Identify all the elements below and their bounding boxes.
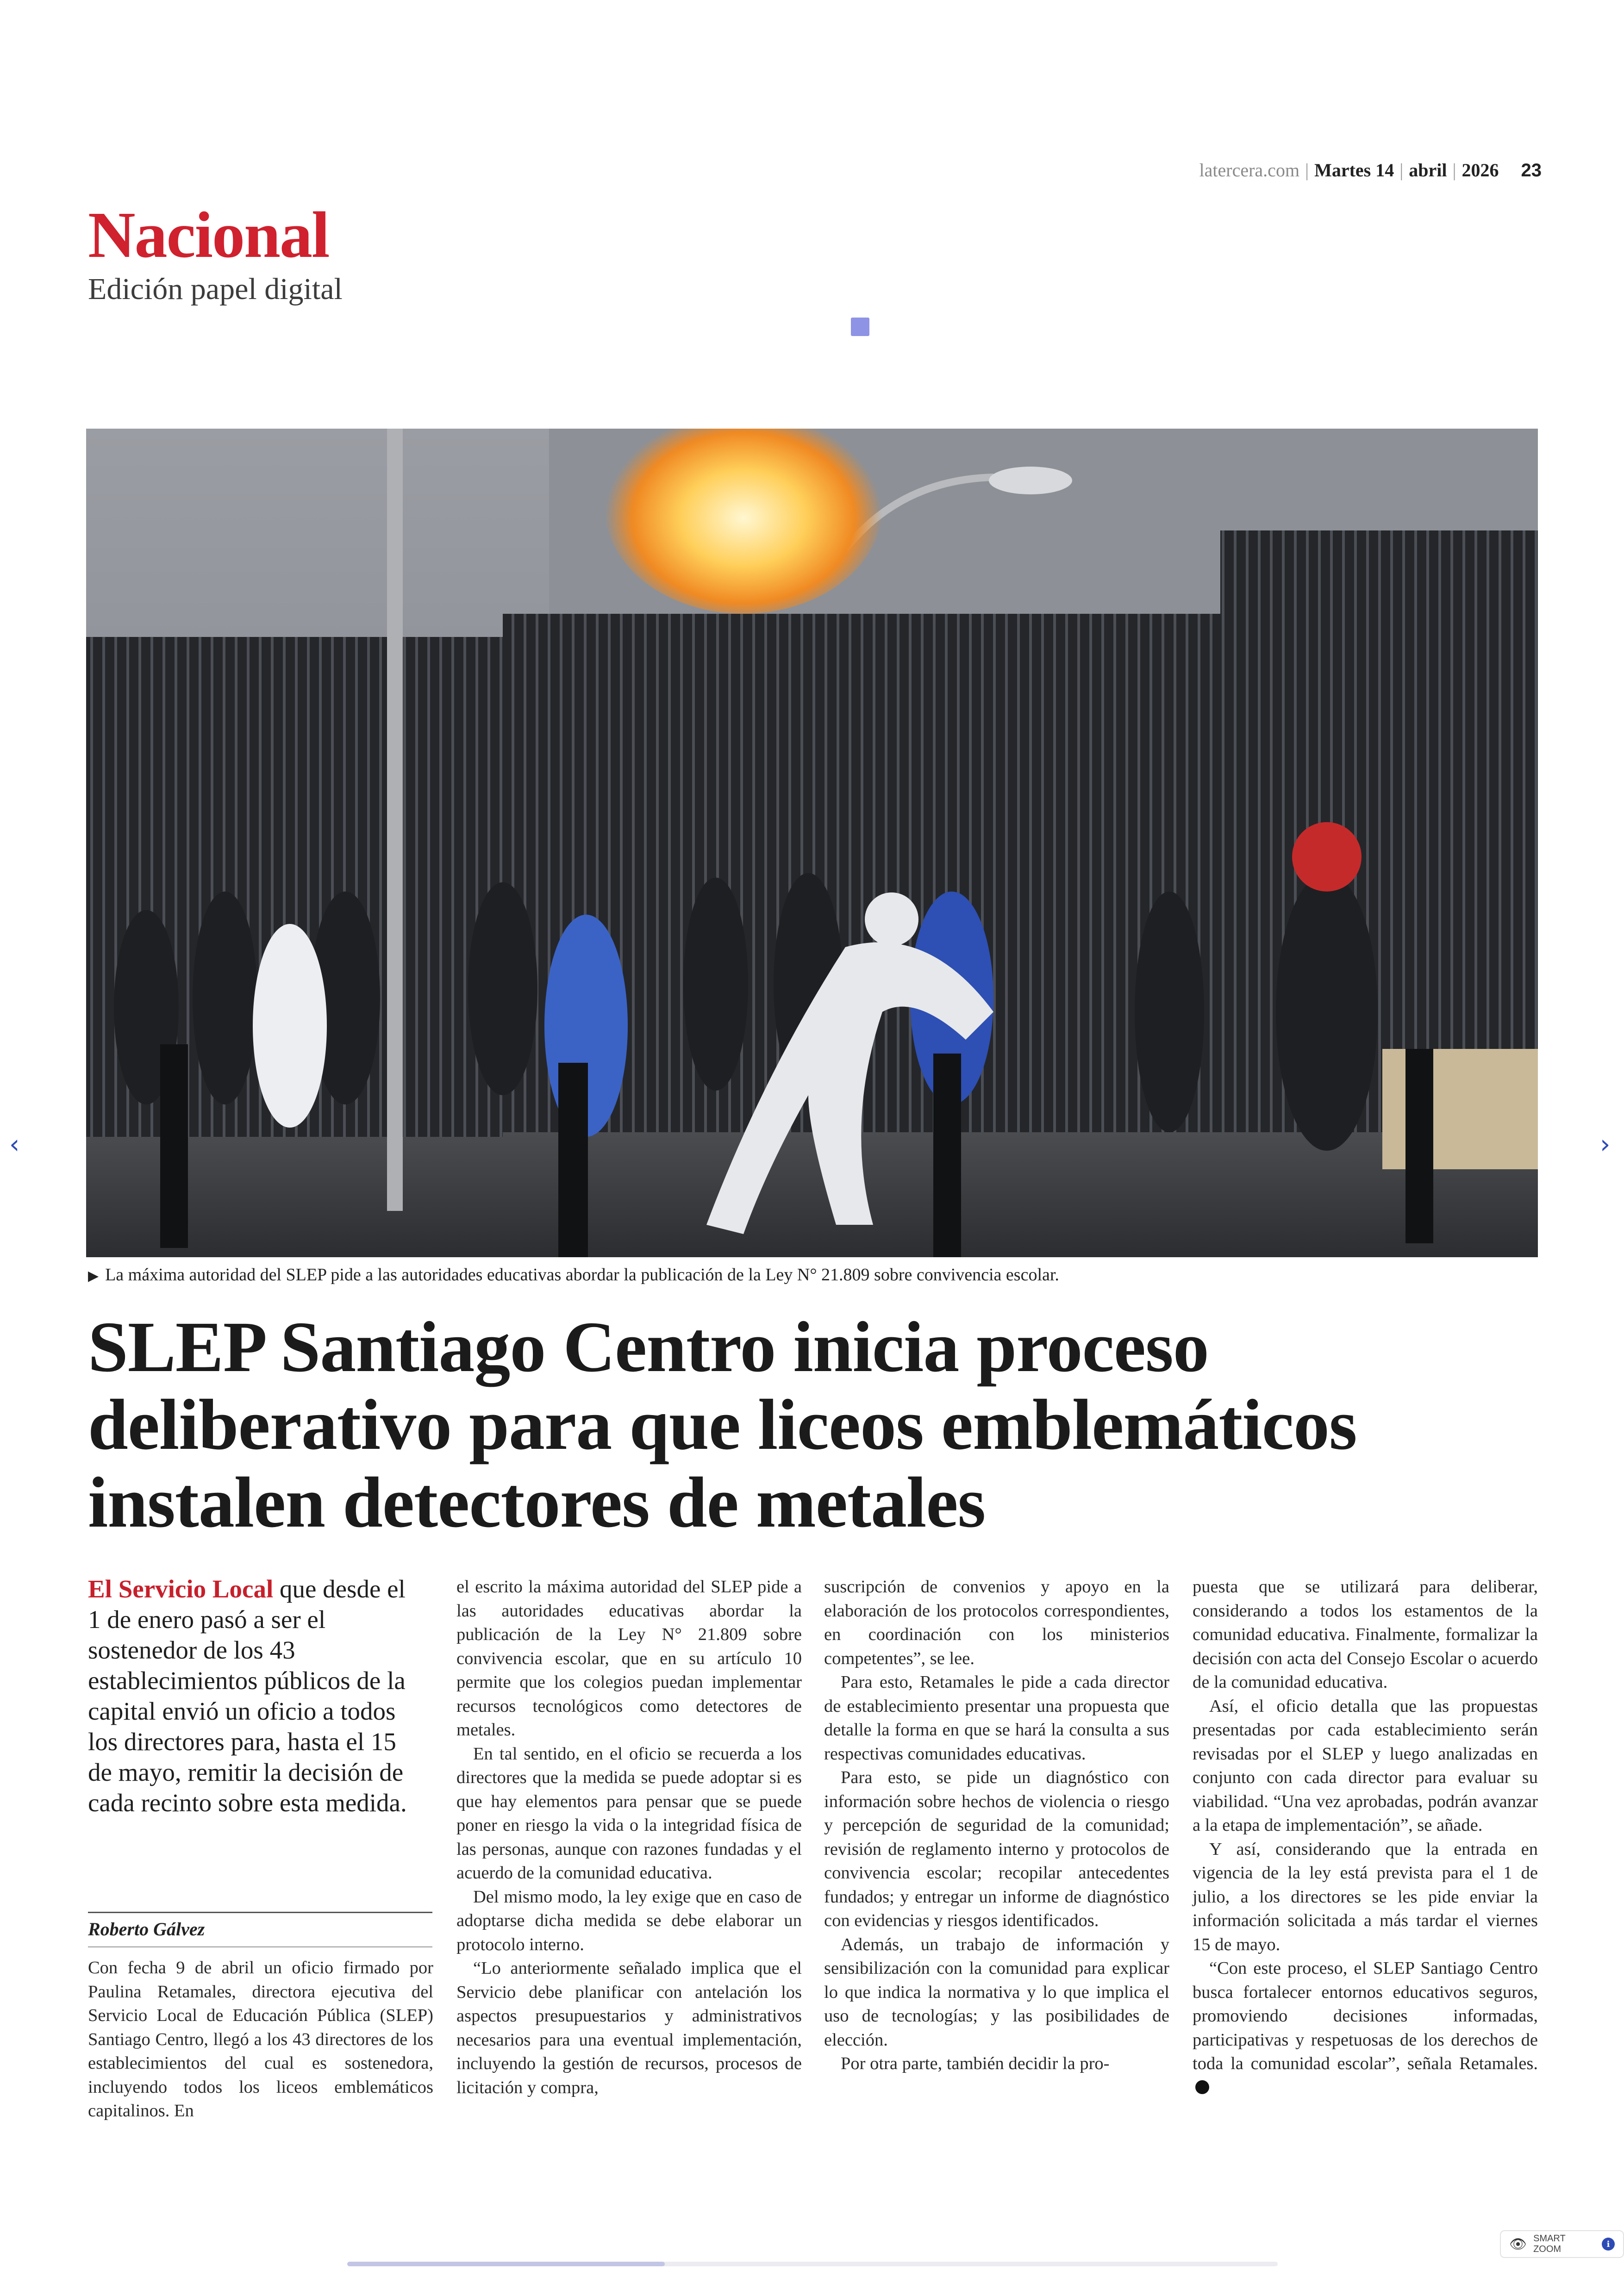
body-column-3 <box>824 1575 1169 2076</box>
lead-paragraph <box>88 1574 412 1818</box>
info-icon[interactable]: i <box>1602 2238 1615 2251</box>
section-title: Nacional <box>88 198 329 271</box>
day: 14 <box>1375 160 1394 181</box>
weekday: Martes <box>1314 160 1371 181</box>
body-paragraph: Por otra parte, también decidir la pro- <box>841 2054 1110 2073</box>
caption-triangle-icon: ▶ <box>88 1268 99 1284</box>
previous-page-chevron-icon[interactable]: ‹ <box>9 1129 20 1160</box>
byline: Roberto Gálvez <box>88 1919 205 1940</box>
edition-subtitle: Edición papel digital <box>88 272 343 306</box>
next-page-chevron-icon[interactable]: › <box>1600 1129 1611 1160</box>
closing-quote-text: “Con este proceso, el SLEP Santiago Centro busca fortalecer entornos educativos seguros, promoviendo decisiones informadas, participativas y respetuosas de los derechos de toda la comunidad escolar”, señala Retamales. <box>1193 1958 1538 2073</box>
ad-marker-icon[interactable] <box>851 318 869 336</box>
smart-zoom-label: SMART ZOOM <box>1533 2233 1566 2254</box>
body-paragraph <box>1193 1957 1538 2100</box>
lead-highlight: El Servicio Local <box>88 1575 274 1603</box>
smart-zoom-button[interactable] <box>1500 2230 1624 2258</box>
protest-photo-illustration <box>86 429 1538 1257</box>
body-column-4 <box>1193 1575 1538 2100</box>
body-paragraph: puesta que se utilizará para deliberar, considerando a todos los estamentos de la comunidad educativa. Finalmente, formalizar la decisión con acta del Consejo Escolar o acuerdo de la comunidad educativa. <box>1193 1577 1538 1692</box>
body-paragraph: Para esto, se pide un diagnóstico con información sobre hechos de violencia o riesgo y percepción de seguridad de la comunidad; revisión de reglamento interno y protocolos de convivencia escolar; recopilar antecedentes fundados; y entregar un informe de diagnóstico con evidencias y riesgos identificados. <box>824 1768 1169 1930</box>
article-photo[interactable] <box>86 429 1538 1257</box>
page-progress-fill <box>347 2262 665 2266</box>
body-paragraph: suscripción de convenios y apoyo en la elaboración de los protocolos correspondientes, en coordinación con los ministerios competentes”, se lee. <box>824 1577 1169 1668</box>
body-paragraph: Así, el oficio detalla que las propuestas presentadas por cada establecimiento serán revisadas por el SLEP y luego analizadas en conjunto con cada director para evaluar su viabilidad. “Una vez aprobadas, podrán avanzar a la etapa de implementación”, se añade. <box>1193 1696 1538 1835</box>
body-paragraph: Para esto, Retamales le pide a cada director de establecimiento presentar una propuesta que detalle la forma en que se hará la consulta a sus respectivas comunidades educativas. <box>824 1672 1169 1764</box>
byline-divider <box>88 1946 432 1947</box>
body-paragraph: Y así, considerando que la entrada en vigencia de la ley está prevista para el 1 de julio, a los directores se les pide enviar la información solicitada a más tardar el viernes 15 de mayo. <box>1193 1839 1538 1954</box>
body-column-2 <box>456 1575 802 2100</box>
body-paragraph: Además, un trabajo de información y sensibilización con la comunidad para explicar lo que indica la normativa y lo que implica el uso de tecnologías; y las posibilidades de elección. <box>824 1934 1169 2050</box>
month: abril <box>1409 160 1447 181</box>
body-paragraph: Del mismo modo, la ley exige que en caso de adoptarse dicha medida se debe elaborar un protocolo interno. <box>456 1887 802 1954</box>
end-of-article-icon <box>1195 2080 1209 2094</box>
site-name[interactable]: latercera.com <box>1199 160 1300 181</box>
lead-text: que desde el 1 de enero pasó a ser el sostenedor de los 43 establecimientos públicos de la capital envió un oficio a todos los directores para, hasta el 15 de mayo, remitir la decisión de cada recinto sobre esta medida. <box>88 1575 407 1817</box>
body-column-1 <box>88 1956 433 2123</box>
caption-text: La máxima autoridad del SLEP pide a las autoridades educativas abordar la publicación de la Ley N° 21.809 sobre convivencia escolar. <box>105 1265 1059 1285</box>
byline-divider <box>88 1912 432 1913</box>
header-meta: latercera.com | Martes 14 | abril | 2026 23 <box>1199 160 1542 181</box>
body-paragraph: En tal sentido, en el oficio se recuerda a los directores que la medida se puede adoptar si es que hay elementos para pensar que se puede poner en riesgo la vida o la integridad física de las personas, aunque con razones fundadas y el acuerdo de la comunidad educativa. <box>456 1744 802 1883</box>
body-paragraph: “Lo anteriormente señalado implica que el Servicio debe planificar con antelación los aspectos presupuestarios y administrativos necesarios para una eventual implementación, incluyendo la gestión de recursos, procesos de licitación y compra, <box>456 1958 802 2097</box>
eye-icon: 👁 <box>1509 2236 1527 2252</box>
photo-caption <box>88 1265 1059 1285</box>
headline: SLEP Santiago Centro inicia proceso deliberativo para que liceos emblemáticos instalen detectores de metales <box>88 1307 1357 1542</box>
body-paragraph: Con fecha 9 de abril un oficio firmado por Paulina Retamales, directora ejecutiva del Servicio Local de Educación Pública (SLEP) Santiago Centro, llegó a los 43 directores de los establecimientos del cual es sostenedora, incluyendo todos los liceos emblemáticos capitalinos. En <box>88 1958 433 2120</box>
body-paragraph: el escrito la máxima autoridad del SLEP pide a las autoridades educativas abordar la publicación de la Ley N° 21.809 sobre convivencia escolar, que en su artículo 10 permite que los colegios puedan implementar recursos tecnológicos como detectores de metales. <box>456 1577 802 1740</box>
year: 2026 <box>1462 160 1499 181</box>
page-number: 23 <box>1521 160 1542 181</box>
